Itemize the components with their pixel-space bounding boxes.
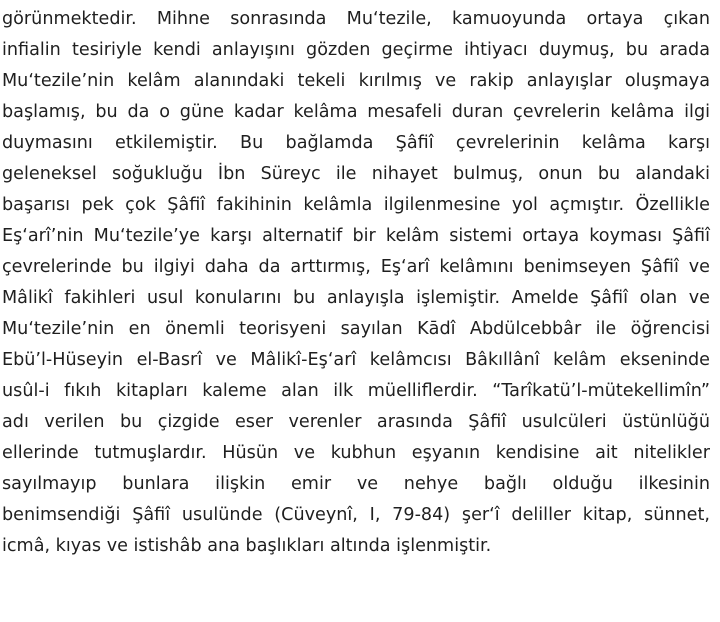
paragraph-line-7: başarısı pek çok Şâfiî fakihinin kelâmla ilgilenmesine yol açmıştır. Özellikle xyxy=(2,195,710,215)
paragraph-line-11: Mu‘tezile’nin en önemli teorisyeni sayılan Kādî Abdülcebbâr ile öğrencisi xyxy=(2,319,710,339)
paragraph xyxy=(2,4,710,562)
paragraph-line-3: Mu‘tezile’nin kelâm alanındaki tekeli kırılmış ve rakip anlayışlar oluşmaya xyxy=(2,71,710,91)
paragraph-line-5: duymasını etkilemiştir. Bu bağlamda Şâfiî çevrelerinin kelâma karşı xyxy=(2,133,710,153)
paragraph-line-9: çevrelerinde bu ilgiyi daha da arttırmış, Eş‘arî kelâmını benimseyen Şâfiî ve xyxy=(2,257,710,277)
paragraph-line-14: adı verilen bu çizgide eser verenler arasında Şâfiî usulcüleri üstünlüğü xyxy=(2,412,710,432)
paragraph-line-10: Mâlikî fakihleri usul konularını bu anlayışla işlemiştir. Amelde Şâfiî olan ve xyxy=(2,288,710,308)
paragraph-line-6: geleneksel soğukluğu İbn Süreyc ile nihayet bulmuş, onun bu alandaki xyxy=(2,164,710,184)
paragraph-line-8: Eş‘arî’nin Mu‘tezile’ye karşı alternatif bir kelâm sistemi ortaya koyması Şâfiî xyxy=(2,226,710,246)
paragraph-line-17: benimsendiği Şâfiî usulünde (Cüveynî, I, 79-84) şer‘î deliller kitap, sünnet, xyxy=(2,505,710,525)
paragraph-line-1: görünmektedir. Mihne sonrasında Mu‘tezile, kamuoyunda ortaya çıkan xyxy=(2,9,710,29)
paragraph-line-4: başlamış, bu da o güne kadar kelâma mesafeli duran çevrelerin kelâma ilgi xyxy=(2,102,710,122)
paragraph-line-2: infialin tesiriyle kendi anlayışını gözden geçirme ihtiyacı duymuş, bu arada xyxy=(2,40,710,60)
paragraph-line-12: Ebü’l-Hüseyin el-Basrî ve Mâlikî-Eş‘arî kelâmcısı Bâkıllânî kelâm ekseninde xyxy=(2,350,710,370)
paragraph-line-13: usûl-i fıkıh kitapları kaleme alan ilk müelliflerdir. “Tarîkatü’l-mütekellimîn” xyxy=(2,381,710,401)
paragraph-line-16: sayılmayıp bunlara ilişkin emir ve nehye bağlı olduğu ilkesinin xyxy=(2,474,710,494)
paragraph-line-18: icmâ, kıyas ve istishâb ana başlıkları altında işlenmiştir. xyxy=(2,536,492,556)
paragraph-line-15: ellerinde tutmuşlardır. Hüsün ve kubhun eşyanın kendisine ait nitelikler xyxy=(2,443,710,463)
